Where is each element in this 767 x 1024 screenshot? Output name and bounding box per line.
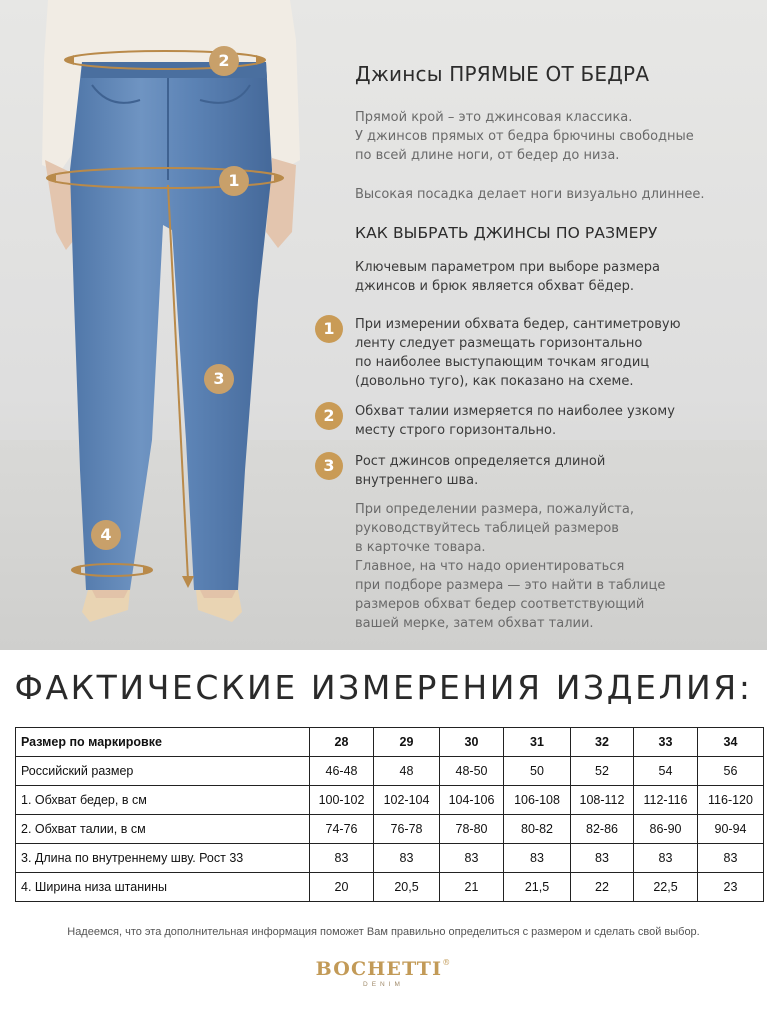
table-cell: 76-78 bbox=[374, 815, 440, 844]
marker-inseam-badge: 3 bbox=[204, 364, 234, 394]
size-header-cell: 32 bbox=[571, 728, 634, 757]
measurements-section-title: ФАКТИЧЕСКИЕ ИЗМЕРЕНИЯ ИЗДЕЛИЯ: bbox=[14, 668, 753, 707]
key-parameter-text: Ключевым параметром при выборе размера джинсов и брюк является обхват бёдер. bbox=[355, 260, 660, 294]
row-label: Российский размер bbox=[16, 757, 310, 786]
row-label: 4. Ширина низа штанины bbox=[16, 873, 310, 902]
size-header-cell: 31 bbox=[504, 728, 571, 757]
size-table bbox=[15, 727, 764, 902]
table-cell: 46-48 bbox=[310, 757, 374, 786]
table-cell: 83 bbox=[571, 844, 634, 873]
marker-hip-badge: 1 bbox=[219, 166, 249, 196]
footnote-text: Надеемся, что эта дополнительная информация поможет Вам правильно определиться с размером и сделать свой выбор. bbox=[67, 926, 700, 938]
table-cell: 100-102 bbox=[310, 786, 374, 815]
table-cell: 20 bbox=[310, 873, 374, 902]
size-header-cell: 33 bbox=[634, 728, 698, 757]
product-title: Джинсы ПРЯМЫЕ ОТ БЕДРА bbox=[355, 62, 650, 86]
table-cell: 83 bbox=[698, 844, 764, 873]
row-label: 2. Обхват талии, в см bbox=[16, 815, 310, 844]
table-cell: 82-86 bbox=[571, 815, 634, 844]
rise-text: Высокая посадка делает ноги визуально длиннее. bbox=[355, 187, 705, 202]
header-cell: Размер по маркировке bbox=[16, 728, 310, 757]
table-cell: 74-76 bbox=[310, 815, 374, 844]
table-cell: 83 bbox=[440, 844, 504, 873]
table-row bbox=[16, 786, 764, 815]
step-number-badge: 3 bbox=[315, 452, 343, 480]
table-row bbox=[16, 873, 764, 902]
table-cell: 50 bbox=[504, 757, 571, 786]
row-label: 3. Длина по внутреннему шву. Рост 33 bbox=[16, 844, 310, 873]
step-number-badge: 2 bbox=[315, 402, 343, 430]
table-cell: 90-94 bbox=[698, 815, 764, 844]
table-row bbox=[16, 844, 764, 873]
table-cell: 21 bbox=[440, 873, 504, 902]
size-header-cell: 29 bbox=[374, 728, 440, 757]
table-cell: 23 bbox=[698, 873, 764, 902]
table-cell: 21,5 bbox=[504, 873, 571, 902]
table-cell: 22 bbox=[571, 873, 634, 902]
advice-text: При определении размера, пожалуйста, руководствуйтесь таблицей размеров в карточке товара. Главное, на что надо ориентироваться при подборе размера — это найти в таблице размеров обхват бедер соответствующий вашей мерке, затем обхват талии. bbox=[355, 502, 666, 631]
table-cell: 83 bbox=[374, 844, 440, 873]
table-cell: 83 bbox=[634, 844, 698, 873]
table-cell: 56 bbox=[698, 757, 764, 786]
table-cell: 48 bbox=[374, 757, 440, 786]
table-row bbox=[16, 815, 764, 844]
table-row bbox=[16, 757, 764, 786]
intro-text: Прямой крой – это джинсовая классика. У джинсов прямых от бедра брючины свободные по всей длине ноги, от бедер до низа. bbox=[355, 110, 694, 163]
table-cell: 106-108 bbox=[504, 786, 571, 815]
table-cell: 83 bbox=[504, 844, 571, 873]
brand-name: BOCHETTI bbox=[315, 958, 443, 980]
brand-subtitle: DENIM bbox=[363, 981, 404, 988]
table-cell: 108-112 bbox=[571, 786, 634, 815]
marker-waist-badge: 2 bbox=[209, 46, 239, 76]
marker-hem-badge: 4 bbox=[91, 520, 121, 550]
step-number-badge: 1 bbox=[315, 315, 343, 343]
table-cell: 86-90 bbox=[634, 815, 698, 844]
registered-mark: ® bbox=[442, 958, 452, 967]
table-cell: 102-104 bbox=[374, 786, 440, 815]
table-cell: 83 bbox=[310, 844, 374, 873]
size-header-cell: 34 bbox=[698, 728, 764, 757]
table-cell: 22,5 bbox=[634, 873, 698, 902]
table-cell: 52 bbox=[571, 757, 634, 786]
row-label: 1. Обхват бедер, в см bbox=[16, 786, 310, 815]
table-cell: 54 bbox=[634, 757, 698, 786]
brand-logo bbox=[0, 958, 767, 988]
step-text: При измерении обхвата бедер, сантиметровую ленту следует размещать горизонтально по наиболее выступающим точкам ягодиц (довольно туго), как показано на схеме. bbox=[355, 317, 681, 389]
model-jeans-illustration bbox=[0, 0, 330, 650]
how-to-choose-title: КАК ВЫБРАТЬ ДЖИНСЫ ПО РАЗМЕРУ bbox=[355, 224, 658, 242]
step-text: Обхват талии измеряется по наиболее узкому месту строго горизонтально. bbox=[355, 404, 675, 438]
table-header-row bbox=[16, 728, 764, 757]
table-cell: 48-50 bbox=[440, 757, 504, 786]
size-header-cell: 28 bbox=[310, 728, 374, 757]
table-cell: 112-116 bbox=[634, 786, 698, 815]
table-cell: 80-82 bbox=[504, 815, 571, 844]
step-text: Рост джинсов определяется длиной внутреннего шва. bbox=[355, 454, 606, 488]
size-header-cell: 30 bbox=[440, 728, 504, 757]
table-cell: 104-106 bbox=[440, 786, 504, 815]
table-cell: 20,5 bbox=[374, 873, 440, 902]
table-cell: 116-120 bbox=[698, 786, 764, 815]
table-cell: 78-80 bbox=[440, 815, 504, 844]
